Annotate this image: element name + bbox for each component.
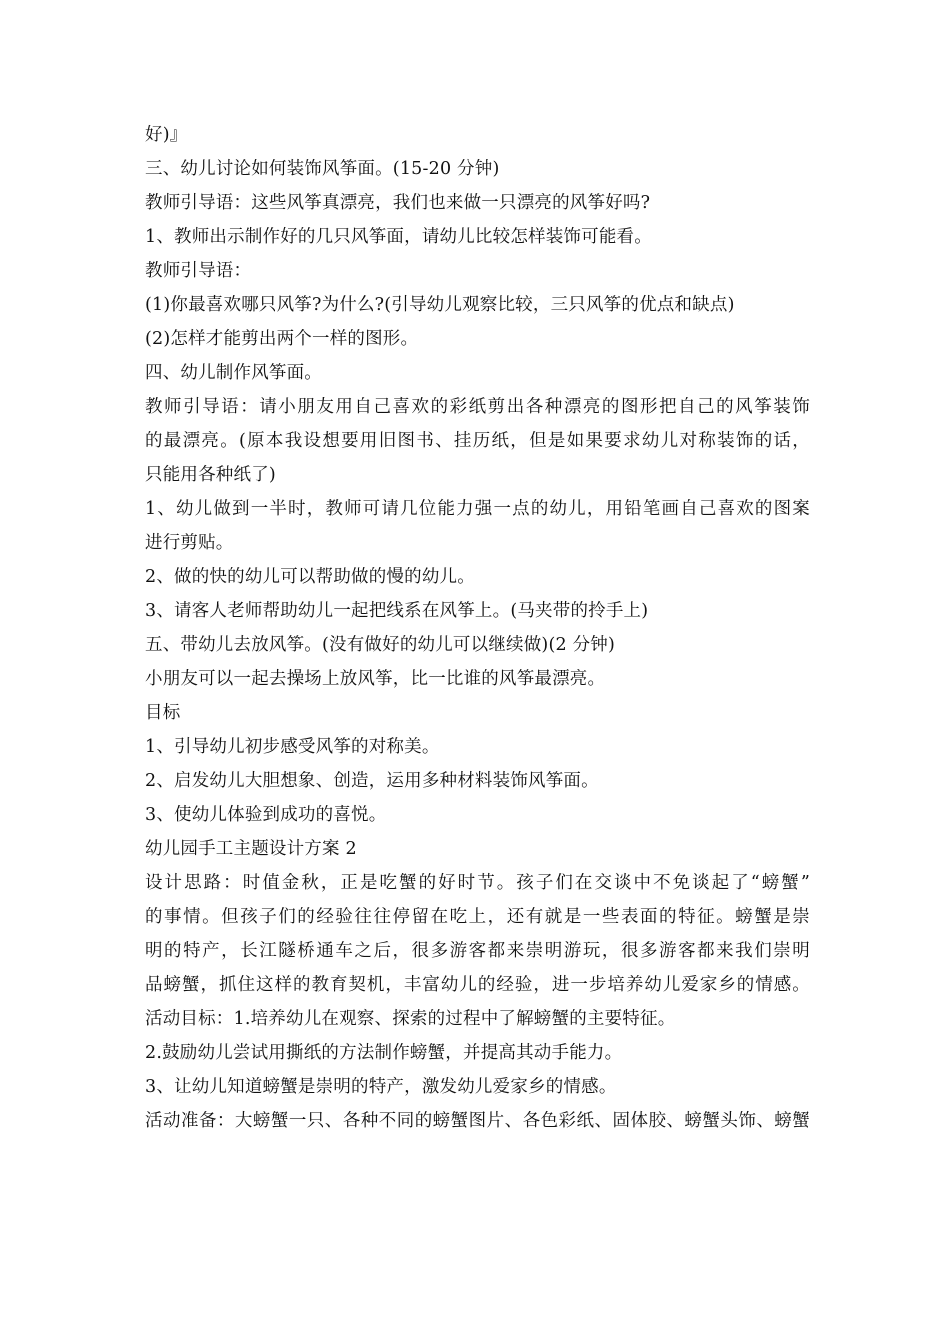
text-line: 的最漂亮。(原本我设想要用旧图书、挂历纸，但是如果要求幼儿对称装饰的话， bbox=[145, 431, 810, 451]
text-line: 小朋友可以一起去操场上放风筝，比一比谁的风筝最漂亮。 bbox=[145, 669, 606, 689]
document-body bbox=[145, 118, 810, 1138]
text-line: 活动目标：1.培养幼儿在观察、探索的过程中了解螃蟹的主要特征。 bbox=[145, 1009, 676, 1029]
text-line: 1、引导幼儿初步感受风筝的对称美。 bbox=[145, 737, 440, 757]
text-line: (1)你最喜欢哪只风筝?为什么?(引导幼儿观察比较，三只风筝的优点和缺点) bbox=[145, 295, 735, 315]
text-line: 进行剪贴。 bbox=[145, 533, 234, 553]
text-line: 1、教师出示制作好的几只风筝面，请幼儿比较怎样装饰可能看。 bbox=[145, 227, 652, 247]
text-line: 的事情。但孩子们的经验往往停留在吃上，还有就是一些表面的特征。螃蟹是崇 bbox=[145, 907, 810, 927]
text-line: 品螃蟹，抓住这样的教育契机，丰富幼儿的经验，进一步培养幼儿爱家乡的情感。 bbox=[145, 975, 810, 995]
text-line: 3、请客人老师帮助幼儿一起把线系在风筝上。(马夹带的拎手上) bbox=[145, 601, 649, 621]
text-line: 三、幼儿讨论如何装饰风筝面。(15-20 分钟) bbox=[145, 159, 500, 179]
text-line: 教师引导语：这些风筝真漂亮，我们也来做一只漂亮的风筝好吗? bbox=[145, 193, 651, 213]
text-line: 只能用各种纸了) bbox=[145, 465, 276, 485]
text-line: 好)』 bbox=[145, 125, 188, 145]
text-line: 目标 bbox=[145, 703, 181, 723]
text-line: 明的特产，长江隧桥通车之后，很多游客都来崇明游玩，很多游客都来我们崇明 bbox=[145, 941, 810, 961]
text-line: 2.鼓励幼儿尝试用撕纸的方法制作螃蟹，并提高其动手能力。 bbox=[145, 1043, 623, 1063]
text-line: 1、幼儿做到一半时，教师可请几位能力强一点的幼儿，用铅笔画自己喜欢的图案 bbox=[145, 499, 810, 519]
text-line: 2、做的快的幼儿可以帮助做的慢的幼儿。 bbox=[145, 567, 475, 587]
text-line: 教师引导语： bbox=[145, 261, 252, 281]
text-line: 教师引导语：请小朋友用自己喜欢的彩纸剪出各种漂亮的图形把自己的风筝装饰 bbox=[145, 397, 810, 417]
text-line: 幼儿园手工主题设计方案 2 bbox=[145, 839, 357, 859]
text-line: 3、使幼儿体验到成功的喜悦。 bbox=[145, 805, 387, 825]
text-line: 五、带幼儿去放风筝。(没有做好的幼儿可以继续做)(2 分钟) bbox=[145, 635, 616, 655]
text-line: 2、启发幼儿大胆想象、创造，运用多种材料装饰风筝面。 bbox=[145, 771, 599, 791]
text-line: (2)怎样才能剪出两个一样的图形。 bbox=[145, 329, 419, 349]
text-line: 设计思路：时值金秋，正是吃蟹的好时节。孩子们在交谈中不免谈起了“螃蟹” bbox=[145, 873, 810, 893]
text-line: 活动准备：大螃蟹一只、各种不同的螃蟹图片、各色彩纸、固体胶、螃蟹头饰、螃蟹 bbox=[145, 1111, 810, 1131]
text-line: 3、让幼儿知道螃蟹是崇明的特产，激发幼儿爱家乡的情感。 bbox=[145, 1077, 617, 1097]
text-line: 四、幼儿制作风筝面。 bbox=[145, 363, 322, 383]
